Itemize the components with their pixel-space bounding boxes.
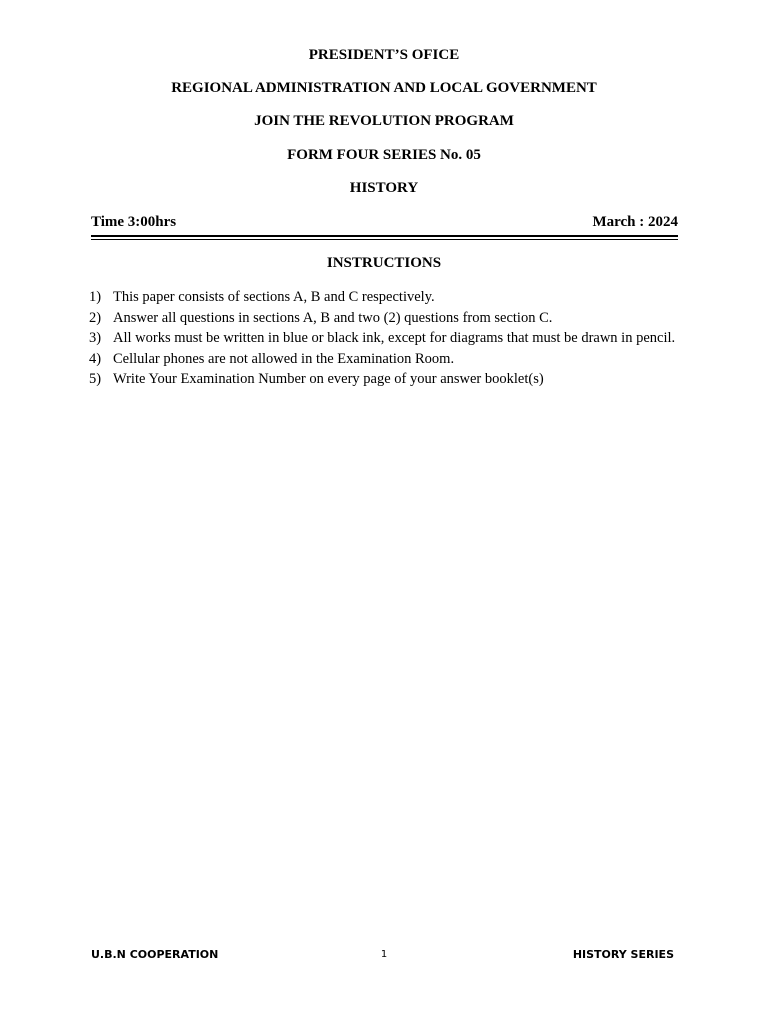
- exam-date: March : 2024: [592, 214, 678, 230]
- header-program: JOIN THE REVOLUTION PROGRAM: [254, 113, 514, 129]
- list-item-number: 1): [89, 289, 102, 305]
- footer-series: HISTORY SERIES: [572, 948, 674, 961]
- list-item: [89, 287, 679, 308]
- footer-organization: U.B.N COOPERATION: [91, 948, 219, 961]
- footer-page-number: 1: [380, 949, 388, 960]
- double-rule-top: [91, 235, 678, 237]
- list-item-text: Answer all questions in sections A, B and two (2) questions from section C.: [113, 309, 553, 326]
- list-item-number: 3): [89, 330, 102, 346]
- header-office: PRESIDENT’S OFICE: [308, 47, 460, 63]
- instructions-list: [89, 287, 679, 390]
- list-item-number: 2): [89, 309, 102, 326]
- list-item: [89, 328, 679, 349]
- list-item: [89, 349, 679, 370]
- header-administration: REGIONAL ADMINISTRATION AND LOCAL GOVERNMENT: [171, 80, 597, 96]
- list-item-text: All works must be written in blue or black ink, except for diagrams that must be drawn in pencil.: [113, 330, 676, 346]
- list-item-number: 5): [89, 371, 102, 387]
- header-series: FORM FOUR SERIES No. 05: [287, 147, 481, 163]
- list-item-number: 4): [89, 350, 102, 367]
- list-item: [89, 369, 679, 390]
- header-subject: HISTORY: [349, 180, 419, 196]
- list-item-text: This paper consists of sections A, B and C respectively.: [113, 289, 435, 305]
- list-item-text: Cellular phones are not allowed in the Examination Room.: [113, 350, 455, 367]
- instructions-title: INSTRUCTIONS: [326, 255, 442, 271]
- exam-time: Time 3:00hrs: [91, 214, 177, 230]
- double-rule-bottom: [91, 239, 678, 240]
- list-item-text: Write Your Examination Number on every page of your answer booklet(s): [113, 371, 544, 387]
- list-item: [89, 308, 679, 329]
